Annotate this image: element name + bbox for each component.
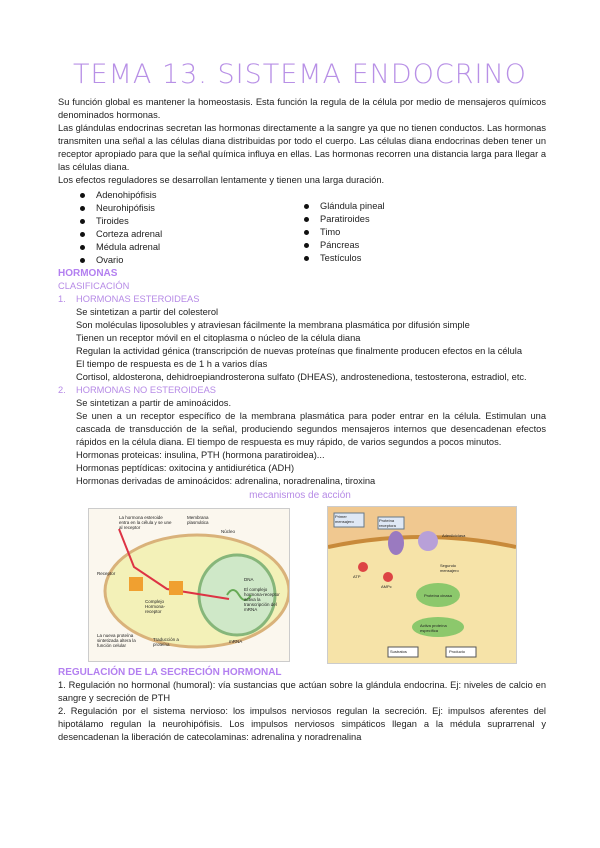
list-number: 1. <box>58 294 66 304</box>
text-line: El tiempo de respuesta es de 1 h a varios días <box>76 359 268 369</box>
page-title: TEMA 13. SISTEMA ENDOCRINO <box>73 59 527 90</box>
figure-label: mRNA <box>229 639 243 644</box>
figure-label: Membrana plasmática <box>187 515 209 525</box>
figure-label: Producto <box>449 649 466 654</box>
figure-label: La hormona esteroide entra en la célula y se une al receptor <box>119 515 172 530</box>
text-line: Hormonas peptídicas: oxitocina y antidiurética (ADH) <box>76 463 295 473</box>
figure-label: Núcleo <box>221 529 236 534</box>
figures-row <box>0 506 600 666</box>
subheading: HORMONAS ESTEROIDEAS <box>76 294 200 304</box>
figure-label: DNA <box>244 577 254 582</box>
steroid-mechanism-figure <box>88 508 290 662</box>
text-line: Cortisol, aldosterona, dehidroepiandrosterona sulfato (DHEAS), androstenediona, testosterona, estradiol, etc. <box>76 372 527 382</box>
list-item: Ovario <box>96 254 320 267</box>
intro-paragraph: Los efectos reguladores se desarrollan lentamente y tienen una larga duración. <box>58 175 385 185</box>
figure-label: Segundo mensajero <box>440 563 459 573</box>
text-line: Se unen a un receptor específico de la membrana plasmática para poder entrar en la célula. Estimulan una cascada de transducción de la señal, produciendo segundos mensajeros internos que desencadenan efectos rápidos en la célula diana. El tiempo de respuesta es muy rápido, de varios segundos a pocos minutos. <box>76 411 546 447</box>
figure-caption: mecanismos de acción <box>249 490 351 501</box>
list-item: Testículos <box>320 252 385 265</box>
figure-label: La nueva proteína sintetizada altera la función celular <box>97 633 136 648</box>
figure-label: Primer mensajero <box>335 514 354 524</box>
figure-label: Complejo Hormona-receptor <box>145 599 166 614</box>
text-line: Hormonas proteicas: insulina, PTH (hormona paratiroidea)... <box>76 450 325 460</box>
list-item: Páncreas <box>320 239 385 252</box>
steroid-lines <box>58 306 546 384</box>
figure-label: Sustratos <box>390 649 407 654</box>
figure-label: Receptor <box>97 571 116 576</box>
subheading: HORMONAS NO ESTEROIDEAS <box>76 385 216 395</box>
cell-diagram <box>328 507 516 663</box>
glands-list-left <box>96 189 320 267</box>
figure-label: El complejo hormona-receptor activa la transcripción del mRNA <box>244 587 280 612</box>
list-item: Timo <box>320 226 385 239</box>
nonsteroid-lines <box>58 397 546 488</box>
figure-label: Adenilciclasa <box>442 533 466 538</box>
list-item: Médula adrenal <box>96 241 320 254</box>
figure-label: Proteína receptora <box>379 518 396 528</box>
figure-label: ATP <box>353 574 361 579</box>
glands-lists <box>58 189 546 267</box>
text-line: 2. Regulación por el sistema nervioso: los impulsos nerviosos regulan la secreción. Ej: impulsos aferentes del hipotálamo regulan la neurohipófisis. Los impulsos nerviosos simpáticos llegan a la médula suprarrenal y desencadenan la liberación de catecolaminas: adrenalina y noradrenalina <box>58 706 546 742</box>
text-line: Son moléculas liposolubles y atraviesan fácilmente la membrana plasmática por difusión simple <box>76 320 470 330</box>
intro-paragraph: Su función global es mantener la homeostasis. Esta función la regula de la célula por medio de mensajeros químicos denominados hormonas. <box>58 97 546 120</box>
text-line: Hormonas derivadas de aminoácidos: adrenalina, noradrenalina, tiroxina <box>76 476 376 486</box>
list-item: Adenohipófisis <box>96 189 320 202</box>
list-item: Neurohipófisis <box>96 202 320 215</box>
list-number: 2. <box>58 385 66 395</box>
nonsteroid-mechanism-figure <box>327 506 517 664</box>
list-item: Corteza adrenal <box>96 228 320 241</box>
figure-label: AMPc <box>381 584 392 589</box>
section-heading: HORMONAS <box>58 268 118 279</box>
section-heading: REGULACIÓN DE LA SECRECIÓN HORMONAL <box>58 667 282 678</box>
text-line: 1. Regulación no hormonal (humoral): vía sustancias que actúan sobre la glándula endocrina. Ej: niveles de calcio en sangre y secreción de PTH <box>58 680 546 703</box>
glands-list-right <box>320 200 385 267</box>
list-item: Glándula pineal <box>320 201 385 211</box>
text-line: Tienen un receptor móvil en el citoplasma o núcleo de la célula diana <box>76 333 361 343</box>
list-item: Tiroides <box>96 215 320 228</box>
intro <box>58 96 546 187</box>
text-line: Se sintetizan a partir de aminoácidos. <box>76 398 232 408</box>
figure-label: Proteína cinasa <box>424 593 452 598</box>
figure-label: Traducción a proteína <box>153 637 179 647</box>
list-item: Paratiroides <box>320 213 385 226</box>
text-line: Se sintetizan a partir del colesterol <box>76 307 219 317</box>
hormonas-section <box>58 267 546 488</box>
text-line: Regulan la actividad génica (transcripción de nuevas proteínas que finalmente producen efectos en la célula <box>76 346 523 356</box>
figure-label: Activa proteína específica <box>420 623 447 633</box>
subheading: CLASIFICACIÓN <box>58 281 130 291</box>
intro-paragraph: Las glándulas endocrinas secretan las hormonas directamente a la sangre ya que no tienen conductos. Las hormonas transmiten una señal a las células diana distribuidas por todo el cuerpo. Las células diana endocrinas deben tener un receptor apropiado para que la señal química influya en ellas. Las hormonas recorren una distancia larga para llegar a las células diana. <box>58 123 546 172</box>
regulation-section <box>58 666 546 744</box>
